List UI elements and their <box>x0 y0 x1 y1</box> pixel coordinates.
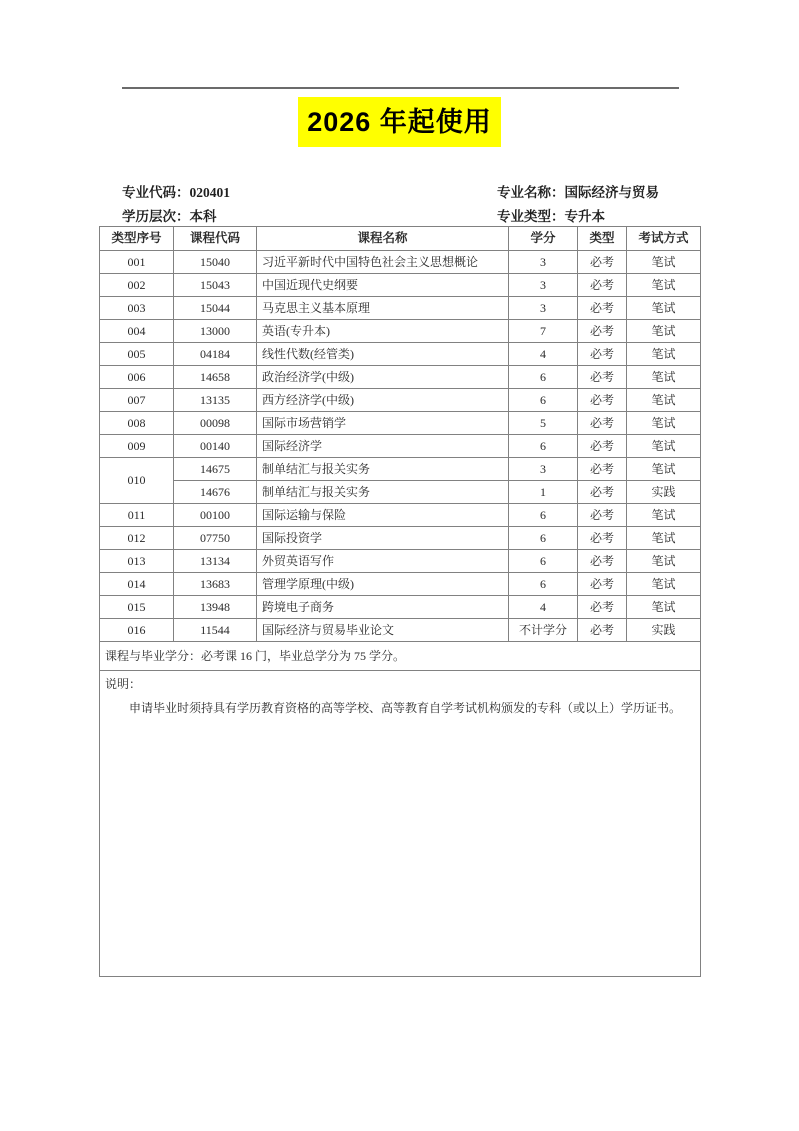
course-row <box>100 251 701 274</box>
cell-seq: 009 <box>100 435 174 458</box>
course-row <box>100 435 701 458</box>
cell-course-name: 英语(专升本) <box>257 320 509 343</box>
cell-code: 15043 <box>174 274 257 297</box>
cell-type: 必考 <box>578 481 627 504</box>
cell-exam-method: 笔试 <box>627 251 701 274</box>
course-row <box>100 573 701 596</box>
table-footer-body <box>100 642 701 977</box>
cell-type: 必考 <box>578 343 627 366</box>
page-title: 2026 年起使用 <box>298 97 501 147</box>
cell-exam-method: 笔试 <box>627 573 701 596</box>
education-level-value: 本科 <box>189 209 217 224</box>
cell-seq: 006 <box>100 366 174 389</box>
cell-exam-method: 笔试 <box>627 389 701 412</box>
cell-code: 13683 <box>174 573 257 596</box>
course-table <box>99 226 701 977</box>
cell-type: 必考 <box>578 504 627 527</box>
cell-code: 14675 <box>174 458 257 481</box>
cell-type: 必考 <box>578 550 627 573</box>
cell-exam-method: 笔试 <box>627 274 701 297</box>
cell-course-name: 马克思主义基本原理 <box>257 297 509 320</box>
cell-seq: 004 <box>100 320 174 343</box>
major-name-value: 国际经济与贸易 <box>564 185 659 200</box>
cell-code: 04184 <box>174 343 257 366</box>
cell-type: 必考 <box>578 389 627 412</box>
cell-type: 必考 <box>578 297 627 320</box>
cell-type: 必考 <box>578 527 627 550</box>
cell-exam-method: 实践 <box>627 619 701 642</box>
course-row <box>100 596 701 619</box>
course-row <box>100 343 701 366</box>
cell-course-name: 政治经济学(中级) <box>257 366 509 389</box>
cell-code: 13000 <box>174 320 257 343</box>
cell-exam-method: 笔试 <box>627 343 701 366</box>
cell-code: 07750 <box>174 527 257 550</box>
cell-credits: 6 <box>509 550 578 573</box>
major-code-label: 专业代码： <box>122 185 190 200</box>
cell-course-name: 跨境电子商务 <box>257 596 509 619</box>
major-code-value: 020401 <box>189 185 230 200</box>
cell-exam-method: 笔试 <box>627 527 701 550</box>
major-name-line <box>497 181 659 201</box>
cell-credits: 4 <box>509 343 578 366</box>
cell-seq: 007 <box>100 389 174 412</box>
major-type-value: 专升本 <box>564 209 605 224</box>
course-row <box>100 458 701 481</box>
cell-credits: 不计学分 <box>509 619 578 642</box>
cell-code: 15040 <box>174 251 257 274</box>
notes-cell <box>100 671 701 977</box>
cell-type: 必考 <box>578 366 627 389</box>
cell-seq: 014 <box>100 573 174 596</box>
cell-seq: 002 <box>100 274 174 297</box>
cell-credits: 6 <box>509 573 578 596</box>
cell-seq: 010 <box>100 458 174 504</box>
cell-exam-method: 笔试 <box>627 550 701 573</box>
major-name-label: 专业名称： <box>497 185 565 200</box>
col-header-exam-method: 考试方式 <box>627 227 701 251</box>
cell-code: 13948 <box>174 596 257 619</box>
cell-course-name: 国际投资学 <box>257 527 509 550</box>
course-row <box>100 389 701 412</box>
cell-type: 必考 <box>578 320 627 343</box>
course-row <box>100 619 701 642</box>
cell-course-name: 线性代数(经管类) <box>257 343 509 366</box>
cell-credits: 3 <box>509 274 578 297</box>
cell-course-name: 国际经济与贸易毕业论文 <box>257 619 509 642</box>
cell-credits: 7 <box>509 320 578 343</box>
cell-credits: 4 <box>509 596 578 619</box>
course-row <box>100 274 701 297</box>
top-divider-rule <box>122 87 679 89</box>
notes-body: 申请毕业时须持具有学历教育资格的高等学校、高等教育自学考试机构颁发的专科（或以上）学历证书。 <box>129 700 682 715</box>
col-header-code: 课程代码 <box>174 227 257 251</box>
cell-exam-method: 笔试 <box>627 596 701 619</box>
cell-type: 必考 <box>578 458 627 481</box>
course-row <box>100 412 701 435</box>
cell-course-name: 国际运输与保险 <box>257 504 509 527</box>
major-type-line <box>497 205 605 225</box>
cell-type: 必考 <box>578 251 627 274</box>
notes-title: 说明： <box>105 677 142 692</box>
cell-course-name: 中国近现代史纲要 <box>257 274 509 297</box>
education-level-line <box>122 205 217 225</box>
cell-exam-method: 笔试 <box>627 320 701 343</box>
cell-credits: 6 <box>509 366 578 389</box>
cell-exam-method: 实践 <box>627 481 701 504</box>
cell-code: 14658 <box>174 366 257 389</box>
major-code-line <box>122 181 230 201</box>
cell-code: 13134 <box>174 550 257 573</box>
cell-credits: 6 <box>509 435 578 458</box>
cell-credits: 3 <box>509 297 578 320</box>
cell-course-name: 国际经济学 <box>257 435 509 458</box>
cell-code: 13135 <box>174 389 257 412</box>
major-type-label: 专业类型： <box>497 209 565 224</box>
table-header-row <box>100 227 701 251</box>
cell-type: 必考 <box>578 274 627 297</box>
cell-seq: 013 <box>100 550 174 573</box>
course-row <box>100 297 701 320</box>
cell-code: 15044 <box>174 297 257 320</box>
cell-seq: 005 <box>100 343 174 366</box>
course-rows-body <box>100 251 701 642</box>
cell-exam-method: 笔试 <box>627 366 701 389</box>
course-row <box>100 504 701 527</box>
col-header-credits: 学分 <box>509 227 578 251</box>
cell-seq: 001 <box>100 251 174 274</box>
cell-credits: 3 <box>509 251 578 274</box>
notes-row <box>100 671 701 977</box>
cell-credits: 1 <box>509 481 578 504</box>
course-row <box>100 550 701 573</box>
cell-exam-method: 笔试 <box>627 504 701 527</box>
cell-type: 必考 <box>578 596 627 619</box>
course-row <box>100 481 701 504</box>
col-header-course-name: 课程名称 <box>257 227 509 251</box>
course-row <box>100 320 701 343</box>
cell-course-name: 外贸英语写作 <box>257 550 509 573</box>
cell-code: 00098 <box>174 412 257 435</box>
education-level-label: 学历层次： <box>122 209 190 224</box>
cell-seq: 011 <box>100 504 174 527</box>
cell-seq: 015 <box>100 596 174 619</box>
cell-type: 必考 <box>578 435 627 458</box>
col-header-type: 类型 <box>578 227 627 251</box>
cell-credits: 6 <box>509 389 578 412</box>
cell-seq: 016 <box>100 619 174 642</box>
cell-credits: 6 <box>509 527 578 550</box>
summary-text: 课程与毕业学分：必考课 16 门，毕业总学分为 75 学分。 <box>100 642 701 671</box>
cell-seq: 003 <box>100 297 174 320</box>
cell-seq: 012 <box>100 527 174 550</box>
cell-course-name: 制单结汇与报关实务 <box>257 458 509 481</box>
cell-exam-method: 笔试 <box>627 458 701 481</box>
cell-code: 00140 <box>174 435 257 458</box>
cell-exam-method: 笔试 <box>627 435 701 458</box>
cell-code: 11544 <box>174 619 257 642</box>
cell-code: 00100 <box>174 504 257 527</box>
cell-type: 必考 <box>578 412 627 435</box>
cell-credits: 5 <box>509 412 578 435</box>
cell-credits: 3 <box>509 458 578 481</box>
cell-course-name: 制单结汇与报关实务 <box>257 481 509 504</box>
cell-course-name: 国际市场营销学 <box>257 412 509 435</box>
col-header-seq: 类型序号 <box>100 227 174 251</box>
cell-course-name: 管理学原理(中级) <box>257 573 509 596</box>
course-row <box>100 527 701 550</box>
summary-row <box>100 642 701 671</box>
cell-course-name: 习近平新时代中国特色社会主义思想概论 <box>257 251 509 274</box>
title-block <box>0 97 799 147</box>
cell-type: 必考 <box>578 619 627 642</box>
cell-course-name: 西方经济学(中级) <box>257 389 509 412</box>
cell-type: 必考 <box>578 573 627 596</box>
cell-seq: 008 <box>100 412 174 435</box>
cell-credits: 6 <box>509 504 578 527</box>
cell-exam-method: 笔试 <box>627 412 701 435</box>
cell-code: 14676 <box>174 481 257 504</box>
cell-exam-method: 笔试 <box>627 297 701 320</box>
course-row <box>100 366 701 389</box>
